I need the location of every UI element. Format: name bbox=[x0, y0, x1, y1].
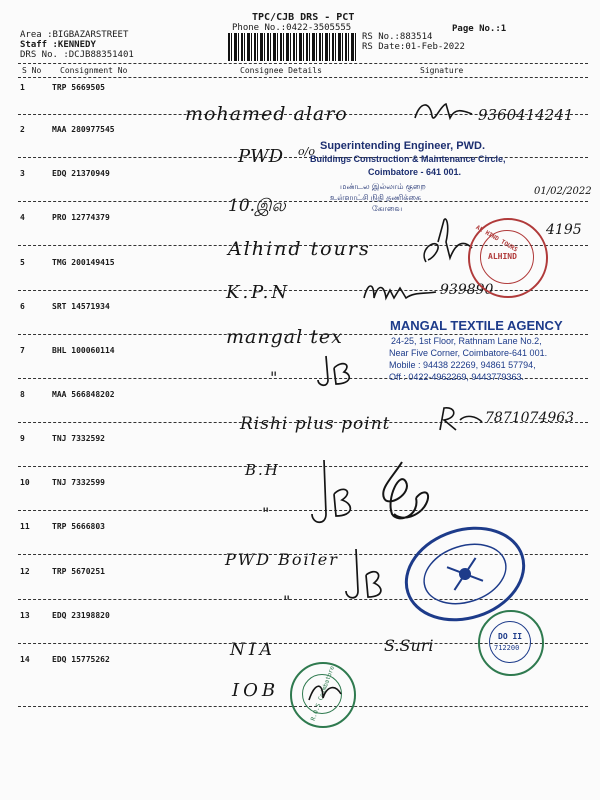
col-sno: S No bbox=[22, 66, 42, 75]
pwd-stamp-line2: Buildings Construction & Maintenance Circle, bbox=[310, 154, 506, 164]
nia-code: DO II bbox=[498, 632, 523, 641]
header-rule-top bbox=[18, 63, 588, 64]
handwritten-number-row-5: 939890 bbox=[440, 282, 494, 298]
alhind-tours-stamp bbox=[468, 218, 548, 298]
row-3-sno: 3 bbox=[20, 169, 25, 178]
signature-row-7 bbox=[312, 350, 362, 390]
handwritten-ditto-row-12: " bbox=[283, 592, 291, 611]
handwritten-name-row-5: K.P.N bbox=[226, 282, 291, 303]
row-4-sno: 4 bbox=[20, 213, 25, 222]
mangal-mobile: Mobile : 94438 22269, 94861 57794, bbox=[389, 360, 536, 370]
row-7-consignment: BHL 100060114 bbox=[52, 346, 115, 355]
signature-row-9-10 bbox=[300, 454, 360, 534]
row-14-sno: 14 bbox=[20, 655, 30, 664]
handwritten-signature-row-13: S.Suri bbox=[384, 636, 434, 655]
row-divider bbox=[18, 201, 588, 202]
row-13-consignment: EDQ 23198820 bbox=[52, 611, 110, 620]
rs-number: RS No.:883514 bbox=[362, 32, 433, 42]
col-signature: Signature bbox=[420, 66, 464, 75]
signature-row-4 bbox=[416, 212, 476, 272]
mangal-office: Off : 0422-4962269, 9443779363. bbox=[389, 372, 524, 382]
alhind-ring-text: AL HIND TOURS bbox=[474, 224, 519, 254]
row-12-sno: 12 bbox=[20, 567, 30, 576]
row-13-sno: 13 bbox=[20, 611, 30, 620]
col-consignment: Consignment No bbox=[60, 66, 128, 75]
barcode bbox=[228, 33, 358, 61]
handwritten-name-row-9: B.H bbox=[245, 461, 280, 479]
row-6-sno: 6 bbox=[20, 302, 25, 311]
row-3-consignment: EDQ 21370949 bbox=[52, 169, 110, 178]
handwritten-ditto-row-10: " bbox=[262, 504, 270, 523]
signature-scribble bbox=[372, 458, 442, 528]
handwritten-name-row-8: Rishi plus point bbox=[240, 414, 391, 434]
row-7-sno: 7 bbox=[20, 346, 25, 355]
row-11-consignment: TRP 5666803 bbox=[52, 522, 105, 531]
sheet-title: TPC/CJB DRS - PCT bbox=[252, 12, 355, 23]
handwritten-name-row-14: IOB bbox=[232, 680, 280, 701]
row-10-consignment: TNJ 7332599 bbox=[52, 478, 105, 487]
nia-number: 712200 bbox=[494, 644, 520, 652]
alhind-center-text: ALHIND bbox=[488, 252, 517, 261]
signature-row-8 bbox=[436, 404, 486, 434]
mangal-address-1: 24-25, 1st Floor, Rathnam Lane No.2, bbox=[391, 336, 542, 346]
handwritten-date: 01/02/2022 bbox=[534, 186, 592, 197]
row-2-sno: 2 bbox=[20, 125, 25, 134]
row-9-sno: 9 bbox=[20, 434, 25, 443]
row-6-consignment: SRT 14571934 bbox=[52, 302, 110, 311]
row-9-consignment: TNJ 7332592 bbox=[52, 434, 105, 443]
signature-row-11-12 bbox=[338, 545, 388, 605]
handwritten-name-row-13: NIA bbox=[230, 640, 276, 660]
nia-round-stamp bbox=[478, 610, 544, 676]
pwd-stamp-line3: Coimbatore - 641 001. bbox=[368, 167, 462, 177]
row-5-consignment: TMG 200149415 bbox=[52, 258, 115, 267]
handwritten-phone-row-1: 9360414241 bbox=[478, 106, 574, 124]
row-8-consignment: MAA 566848202 bbox=[52, 390, 115, 399]
row-14-consignment: EDQ 15775262 bbox=[52, 655, 110, 664]
row-12-consignment: TRP 5670251 bbox=[52, 567, 105, 576]
handwritten-phone-row-8: 7871074963 bbox=[485, 410, 575, 426]
iob-ring-text: R.O.S Coimbatore bbox=[309, 665, 337, 722]
handwritten-number-row-4: 4195 bbox=[546, 222, 582, 238]
handwritten-name-row-6: mangal tex bbox=[226, 326, 343, 348]
mangal-title: MANGAL TEXTILE AGENCY bbox=[390, 318, 563, 333]
handwritten-name-row-4: Alhind tours bbox=[228, 238, 371, 260]
row-8-sno: 8 bbox=[20, 390, 25, 399]
signature-row-5 bbox=[360, 278, 440, 306]
pwd-stamp-tamil1: மண்டல இல்லாம் குறை bbox=[340, 182, 426, 191]
row-4-consignment: PRO 12774379 bbox=[52, 213, 110, 222]
row-5-sno: 5 bbox=[20, 258, 25, 267]
handwritten-name-row-2: PWD bbox=[238, 146, 284, 167]
row-11-sno: 11 bbox=[20, 522, 30, 531]
phone-number: Phone No.:0422-3505555 bbox=[232, 23, 352, 33]
signature-row-14 bbox=[305, 676, 345, 706]
row-1-sno: 1 bbox=[20, 83, 25, 92]
header-rule-bottom bbox=[18, 77, 588, 78]
handwritten-name-row-1: mohamed alaro bbox=[185, 103, 348, 125]
drs-number: DRS No. :DCJB88351401 bbox=[20, 50, 134, 60]
pwd-stamp-tamil3: கோவை bbox=[372, 204, 403, 213]
pwd-stamp-line1: Superintending Engineer, PWD. bbox=[320, 140, 486, 152]
area-label: Area :BIGBAZARSTREET bbox=[20, 30, 129, 40]
row-1-consignment: TRP 5669505 bbox=[52, 83, 105, 92]
signature-row-1 bbox=[410, 96, 480, 126]
row-2-consignment: MAA 280977545 bbox=[52, 125, 115, 134]
handwritten-name-row-3: 10.இல bbox=[228, 196, 286, 216]
mangal-address-2: Near Five Corner, Coimbatore-641 001. bbox=[389, 348, 548, 358]
handwritten-oo: o/o bbox=[298, 145, 315, 158]
col-consignee: Consignee Details bbox=[240, 66, 322, 75]
handwritten-name-row-11: PWD Boiler bbox=[225, 550, 339, 569]
row-10-sno: 10 bbox=[20, 478, 30, 487]
rs-date: RS Date:01-Feb-2022 bbox=[362, 42, 465, 52]
handwritten-ditto-row-7: " bbox=[270, 368, 278, 387]
staff-label: Staff :KENNEDY bbox=[20, 40, 96, 50]
page-number: Page No.:1 bbox=[452, 24, 507, 34]
pwd-stamp-tamil2: உள்ளாட்சி நிதி தணிக்கை bbox=[330, 193, 422, 202]
